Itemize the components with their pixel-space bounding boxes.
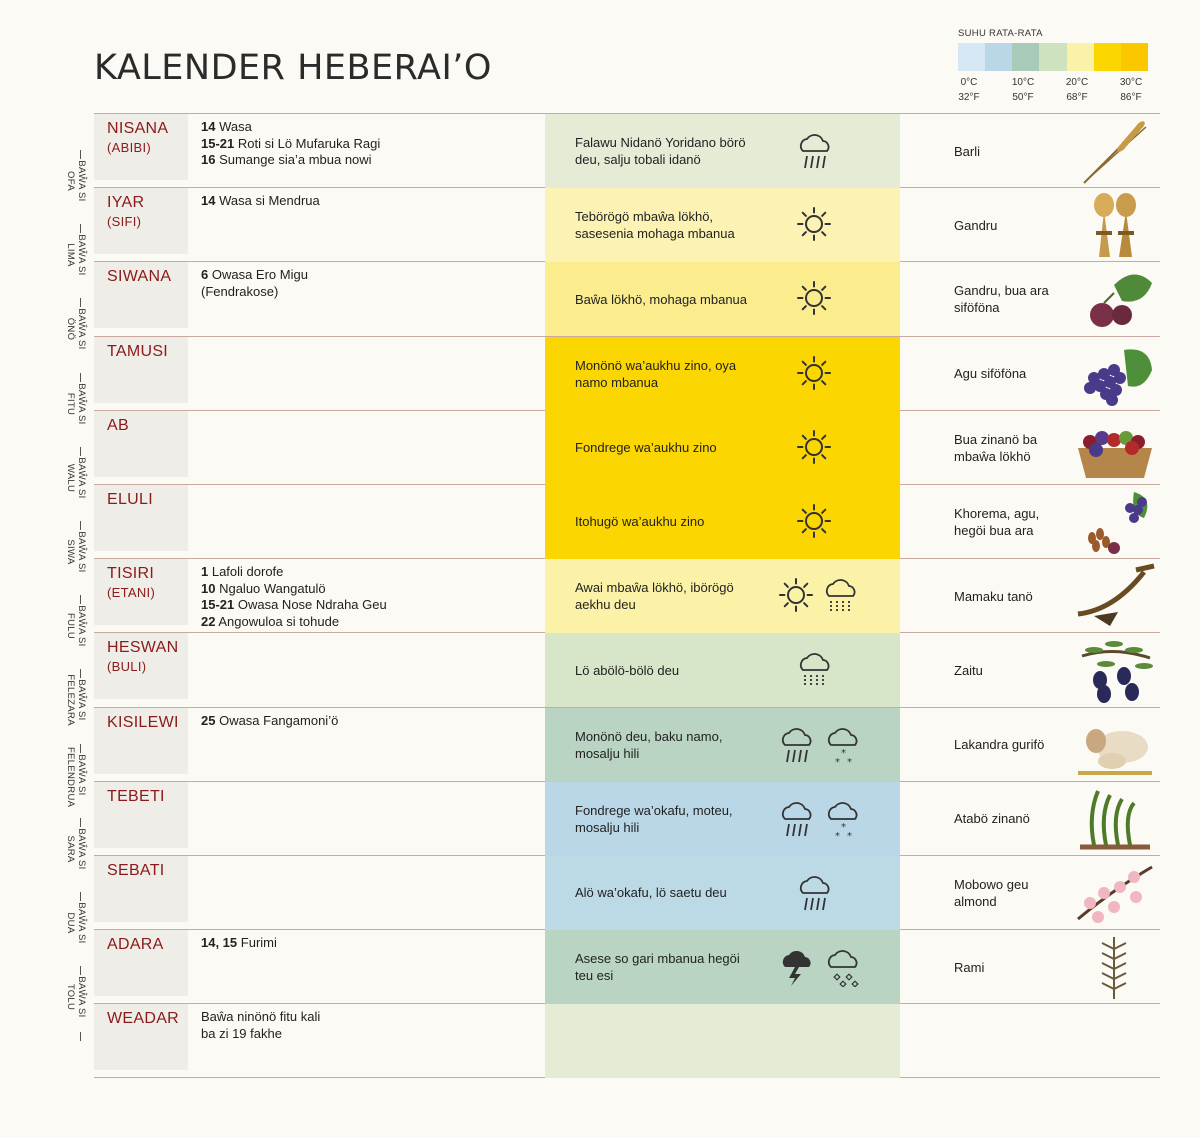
side-month-number [60,669,90,729]
harvest-text: Rami [954,959,985,975]
event-text: Owasa Nose Ndraha Geu [234,597,387,613]
event-line [201,713,541,730]
harvest-text: Atabö zinanö [954,811,1030,827]
event-line [201,564,541,581]
month-cell [94,930,188,996]
svg-text:*: * [835,830,840,839]
sheep-icon [1074,711,1156,779]
event-text: Roti si Lö Mufaruka Ragi [234,135,381,151]
event-line [201,136,541,153]
month-cell [94,708,188,774]
blossom-icon [1074,859,1156,927]
svg-text:*: * [835,756,840,765]
dates-icon [1074,488,1156,556]
weather-text: Alö wa’okafu, lö saetu deu [575,885,727,901]
month-name: WEADAR [107,1010,180,1028]
weather-icons [777,947,863,987]
basket-icon [1074,414,1156,482]
weather-icons [795,502,833,542]
harvest-text: Zaitu [954,662,983,678]
event-line [201,152,541,169]
legend-color-bar [958,43,1148,71]
side-month-number [60,298,90,358]
barley-icon [1074,117,1156,185]
event-date: 16 [201,152,216,167]
event-date: 25 [201,712,216,728]
weather-text: Falawu Nidanö Yoridano börö deu, salju tobali idanö [575,135,746,167]
event-text: Ngaluo Wangatulö [215,580,326,596]
legend-segment [1094,43,1121,71]
weather-icons [795,205,833,245]
event-line [201,193,541,210]
weather-cell [545,485,900,559]
side-label: BAŴA SI FITU [65,383,87,425]
tick-celsius: 20°C [1065,77,1089,88]
month-name: SEBATI [107,861,165,879]
event-text: Owasa Fangamoni’ö [215,712,339,728]
month-row [94,782,1160,856]
drizzle-cloud-icon [821,576,861,616]
month-events [201,713,541,730]
svg-text:*: * [841,821,846,833]
legend-segment [1012,43,1039,71]
tick-fahrenheit: 50°F [1012,92,1034,103]
month-events [201,193,541,210]
weather-text: Fondrege wa’okafu, moteu, mosalju hili [575,802,733,835]
event-date: 14, 15 [201,935,238,951]
event-line [201,597,541,614]
month-cell [94,262,188,328]
legend-title: SUHU RATA-RATA [958,28,1043,39]
month-row [94,856,1160,930]
weather-cell [545,337,900,411]
weather-cell [545,782,900,856]
event-line [201,1026,541,1043]
month-name: NISANA [107,120,169,137]
event-line [201,614,541,631]
snow-cloud-icon [823,725,863,765]
event-line [201,284,541,301]
event-date: 1 [201,564,209,580]
temperature-legend [958,28,1158,109]
weather-cell [545,708,900,782]
side-label: BAŴA SI FULU [65,605,87,647]
weather-cell [545,1004,900,1078]
weather-text: Monönö deu, baku namo, mosalju hili [575,728,723,761]
event-text: Baŵa ninönö fitu kali [201,1009,321,1025]
flax-icon [1074,933,1156,1001]
harvest-text: Barli [954,143,981,159]
weather-icons [795,279,833,319]
page-title: KALENDER HEBERAI’O [94,48,492,88]
weather-text: Baŵa lökhö, mohaga mbanua [575,291,748,307]
weather-text: Itohugö wa’aukhu zino [575,514,705,530]
event-date: 22 [201,613,216,629]
weather-icons [777,725,863,765]
month-row [94,633,1160,707]
side-month-number [60,744,90,807]
month-cell [94,559,188,625]
month-name: TAMUSI [107,342,169,360]
month-name: TISIRI [107,565,155,583]
event-date: 15-21 [201,597,235,613]
legend-tick [952,75,986,105]
side-month-number [60,595,90,655]
harvest-text: Khorema, agu, hegöi bua ara [954,505,1040,538]
harvest-text: Agu siföföna [954,366,1027,382]
legend-tick [1060,75,1094,105]
month-row [94,262,1160,336]
legend-segment [1121,43,1148,71]
side-label: BAŴA SI ÖNÖ [65,308,87,350]
month-alt-name: (ETANI) [107,585,156,601]
side-month-number [60,966,90,1026]
event-text: Furimi [237,935,277,951]
event-text: Wasa [215,119,252,134]
month-row [94,337,1160,411]
event-date: 10 [201,580,216,596]
sun-icon [795,428,833,468]
weather-cell [545,262,900,336]
event-text: Angowuloa si tohude [215,613,340,629]
event-line [201,119,541,136]
legend-tick [1006,75,1040,105]
calendar-grid [94,114,1160,1078]
tick-celsius: 0°C [960,77,978,88]
rain-cloud-icon [795,131,835,171]
month-cell [94,411,188,477]
plow-icon [1074,562,1156,630]
side-label: BAŴA SI SIWA [65,531,87,573]
olive-icon [1074,636,1156,704]
side-label: BAŴA SI SARA [65,828,87,870]
event-line [201,935,541,952]
weather-icons [795,873,835,913]
svg-text:*: * [841,747,846,759]
harvest-text: Bua zinanö ba mbaŵa lökhö [954,431,1038,464]
weather-cell [545,633,900,707]
tick-fahrenheit: 32°F [958,92,980,103]
month-cell [94,782,188,848]
month-name: IYAR [107,194,145,212]
month-row [94,188,1160,262]
weather-text: Monönö wa’aukhu zino, oya namo mbanua [575,357,737,390]
month-alt-name: (ABIBI) [107,140,151,155]
side-label: BAŴA SI OFA [65,160,87,202]
month-events [201,119,541,169]
month-row [94,930,1160,1004]
weather-text: Awai mbaŵa lökhö, ibörögö aekhu deu [575,580,734,613]
sun-icon [795,205,833,245]
weather-icons [795,131,835,171]
weather-icons [795,354,833,394]
side-label: BAŴA SI FELEZARA [65,674,87,727]
month-alt-name: (SIFI) [107,214,142,230]
weather-text: Tebörögö mbaŵa lökhö, sasesenia mohaga mbanua [575,209,735,242]
month-events [201,1009,541,1042]
month-row [94,411,1160,485]
weather-text: Lö abölö-bölö deu [575,662,680,678]
event-date: 14 [201,119,216,134]
month-cell [94,1004,188,1070]
sun-icon [795,354,833,394]
month-name: SIWANA [107,268,172,286]
month-name: ELULI [107,490,153,508]
weather-cell [545,188,900,262]
month-name: ADARA [107,936,164,954]
side-tick [80,1032,81,1041]
event-date: 6 [201,267,209,283]
month-cell [94,633,188,699]
side-month-number [60,447,90,507]
month-events [201,267,541,300]
event-text: Owasa Ero Migu [208,267,308,283]
tick-fahrenheit: 86°F [1120,92,1142,103]
weather-text: Fondrege wa’aukhu zino [575,440,717,456]
rain-cloud-icon [777,725,817,765]
weather-icons [795,428,833,468]
month-row [94,708,1160,782]
harvest-text: Mobowo geu almond [954,876,1029,909]
month-cell [94,856,188,922]
svg-text:*: * [847,830,852,839]
event-line [201,267,541,284]
side-month-number [60,150,90,210]
weather-cell [545,856,900,930]
month-name: AB [107,416,129,434]
side-label: BAŴA SI LIMA [65,234,87,276]
sun-icon [777,576,815,616]
legend-tick [1114,75,1148,105]
snow-cloud-icon [823,799,863,839]
month-name: KISILEWI [107,713,179,731]
legend-ticks [958,75,1168,109]
weather-text: Asese so gari mbanua hegöi teu esi [575,951,740,984]
legend-segment [958,43,985,71]
weather-cell [545,114,900,188]
month-name: TEBETI [107,787,165,805]
weather-cell [545,559,900,633]
month-row [94,114,1160,188]
event-text: Lafoli dorofe [208,564,284,580]
legend-segment [1067,43,1094,71]
side-label: BAŴA SI WALU [65,457,87,499]
rain-cloud-icon [795,873,835,913]
fig-icon [1074,265,1156,333]
side-label: BAŴA SI DUA [65,902,87,944]
rain-cloud-icon [777,799,817,839]
event-date: 14 [201,193,216,209]
harvest-text: Mamaku tanö [954,588,1033,604]
month-name: HESWAN [107,639,179,657]
hail-cloud-icon [823,947,863,987]
event-line [201,581,541,598]
month-cell [94,485,188,551]
event-text: ba zi 19 fakhe [201,1025,282,1041]
sun-icon [795,279,833,319]
weather-cell [545,411,900,485]
side-label: BAŴA SI TOLU [65,976,87,1018]
month-cell [94,188,188,254]
legend-segment [1039,43,1066,71]
event-text: Wasa si Mendrua [215,193,320,209]
weather-icons [777,576,861,616]
thunderstorm-icon [777,947,817,987]
wheat-icon [1074,191,1156,259]
sun-icon [795,502,833,542]
drizzle-cloud-icon [795,650,835,690]
side-month-number [60,892,90,952]
month-alt-name: (BULI) [107,659,147,675]
event-text: Sumange sia’a mbua nowi [215,152,372,167]
weather-icons [777,799,863,839]
tick-fahrenheit: 68°F [1066,92,1088,103]
legend-segment [985,43,1012,71]
side-month-number [60,373,90,433]
weather-icons [795,650,835,690]
event-line [201,1009,541,1026]
harvest-text: Gandru [954,217,998,233]
side-month-number [60,521,90,581]
svg-text:*: * [847,756,852,765]
month-cell [94,114,188,180]
harvest-text: Gandru, bua ara siföföna [954,283,1049,316]
month-row [94,1004,1160,1078]
side-label: BAŴA SI FELENDRUA [65,746,87,807]
month-row [94,559,1160,633]
month-row [94,485,1160,559]
weather-cell [545,930,900,1004]
event-date: 15-21 [201,135,235,151]
tick-celsius: 10°C [1011,77,1035,88]
tick-celsius: 30°C [1119,77,1143,88]
month-cell [94,337,188,403]
side-month-number [60,224,90,284]
grape-icon [1074,340,1156,408]
harvest-text: Lakandra gurifö [954,737,1045,752]
sprout-icon [1074,785,1156,853]
month-events [201,935,541,952]
event-text: (Fendrakose) [201,283,279,299]
side-month-number [60,818,90,878]
month-events [201,564,541,630]
